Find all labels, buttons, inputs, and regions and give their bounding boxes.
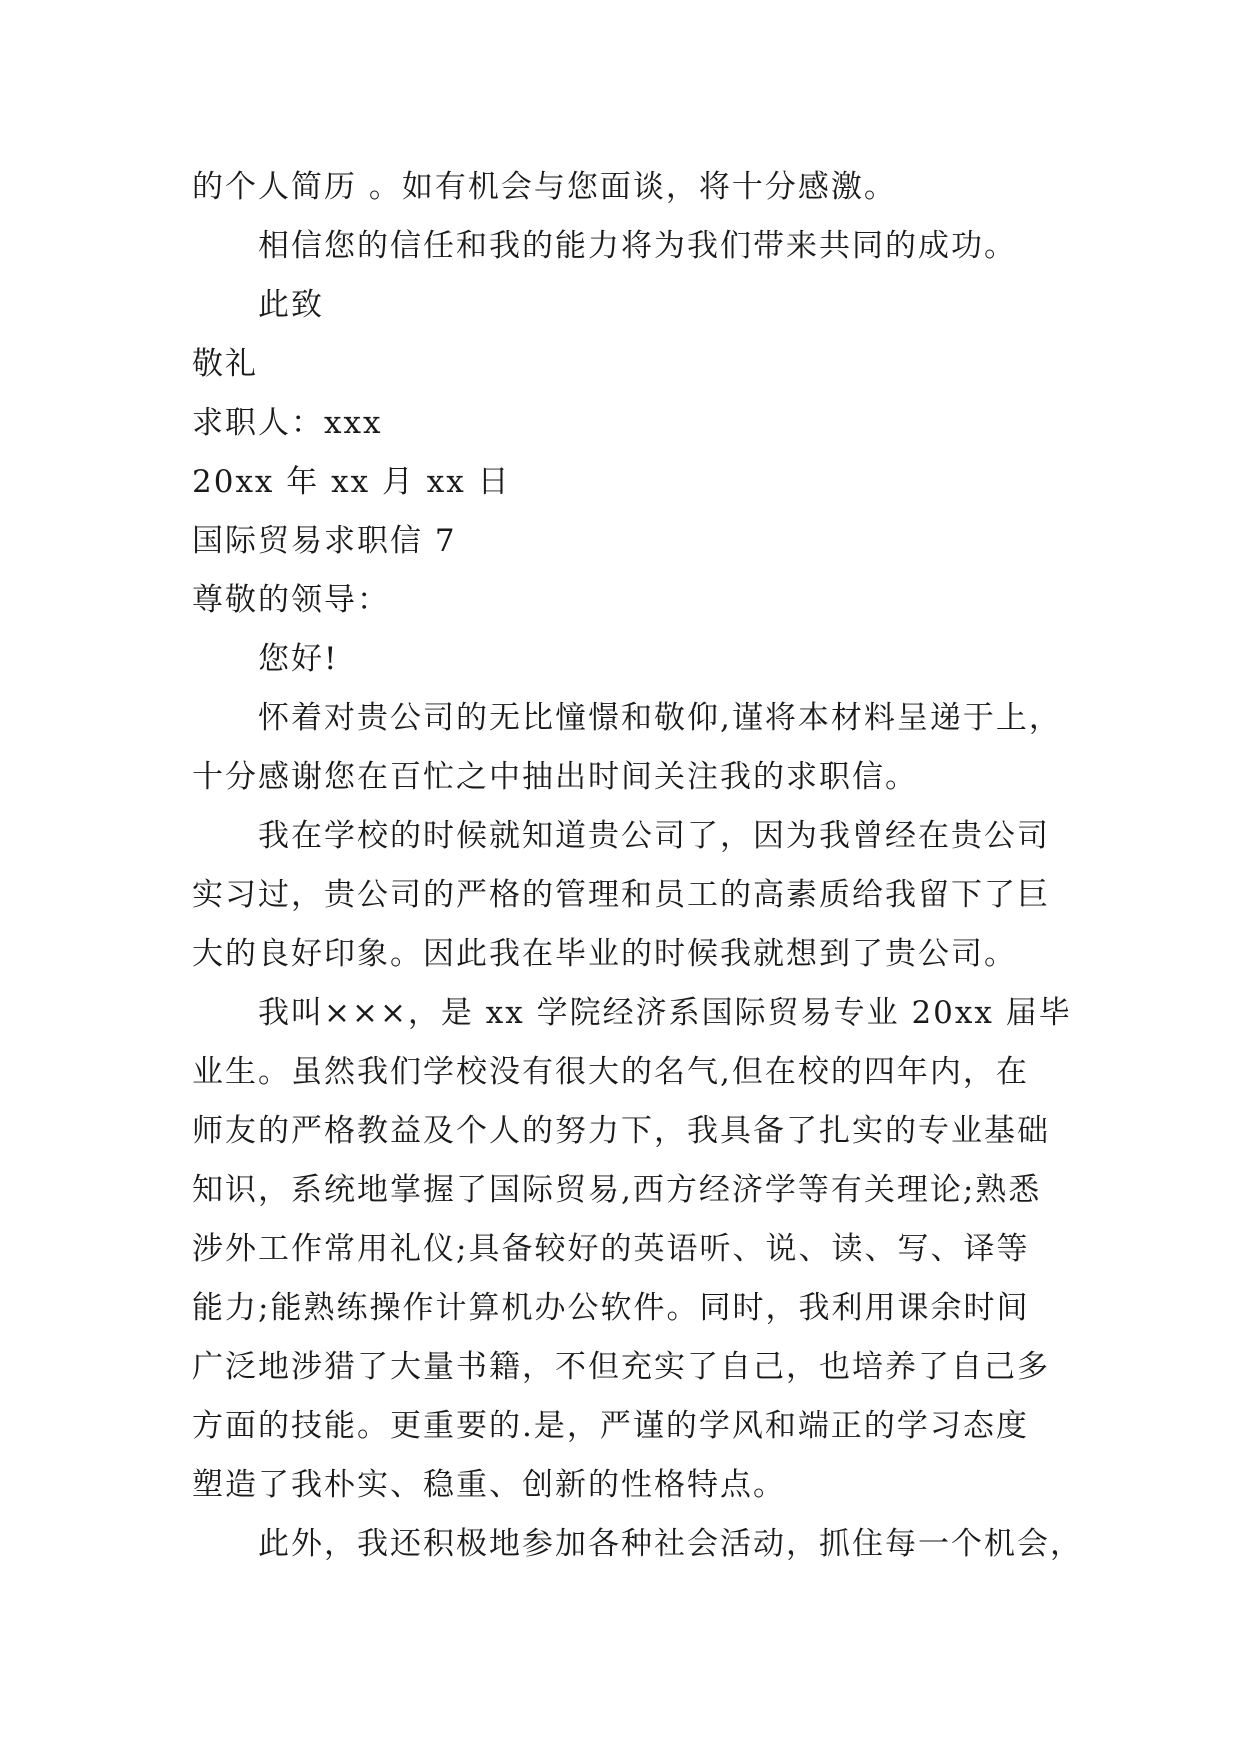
text-line: 方面的技能。更重要的.是，严谨的学风和端正的学习态度 — [192, 1408, 1029, 1444]
letter-body — [192, 158, 1083, 1574]
text-line: 广泛地涉猎了大量书籍，不但充实了自己，也培养了自己多 — [192, 1349, 1050, 1385]
text-line: 业生。虽然我们学校没有很大的名气,但在校的四年内，在 — [192, 1054, 1029, 1090]
closing-salute: 敬礼 — [192, 346, 258, 382]
text-line: 我在学校的时候就知道贵公司了，因为我曾经在贵公司 — [258, 818, 1050, 854]
text-line: 的个人简历 。如有机会与您面谈，将十分感激。 — [192, 169, 897, 205]
text-line: 塑造了我朴实、稳重、创新的性格特点。 — [192, 1467, 786, 1503]
text-line: 此外，我还积极地参加各种社会活动，抓住每一个机会， — [258, 1526, 1083, 1562]
text-line: 能力;能熟练操作计算机办公软件。同时，我利用课余时间 — [192, 1290, 1030, 1326]
closing-phrase: 此致 — [258, 287, 324, 323]
text-line: 相信您的信任和我的能力将为我们带来共同的成功。 — [258, 228, 1017, 264]
signature-line: 求职人：xxx — [192, 405, 383, 441]
text-line: 我叫×××，是 xx 学院经济系国际贸易专业 20xx 届毕 — [258, 995, 1072, 1031]
date-line: 20xx 年 xx 月 xx 日 — [192, 464, 511, 500]
section-title: 国际贸易求职信 7 — [192, 523, 457, 559]
text-line: 师友的严格教益及个人的努力下，我具备了扎实的专业基础 — [192, 1113, 1050, 1149]
text-line: 怀着对贵公司的无比憧憬和敬仰,谨将本材料呈递于上， — [258, 700, 1062, 736]
text-line: 涉外工作常用礼仪;具备较好的英语听、说、读、写、译等 — [192, 1231, 1030, 1267]
salutation: 尊敬的领导： — [192, 582, 390, 618]
text-line: 实习过，贵公司的严格的管理和员工的高素质给我留下了巨 — [192, 877, 1050, 913]
greeting: 您好! — [258, 641, 339, 677]
text-line: 大的良好印象。因此我在毕业的时候我就想到了贵公司。 — [192, 936, 1017, 972]
text-line: 知识，系统地掌握了国际贸易,西方经济学等有关理论;熟悉 — [192, 1172, 1042, 1208]
text-line: 十分感谢您在百忙之中抽出时间关注我的求职信。 — [192, 759, 918, 795]
